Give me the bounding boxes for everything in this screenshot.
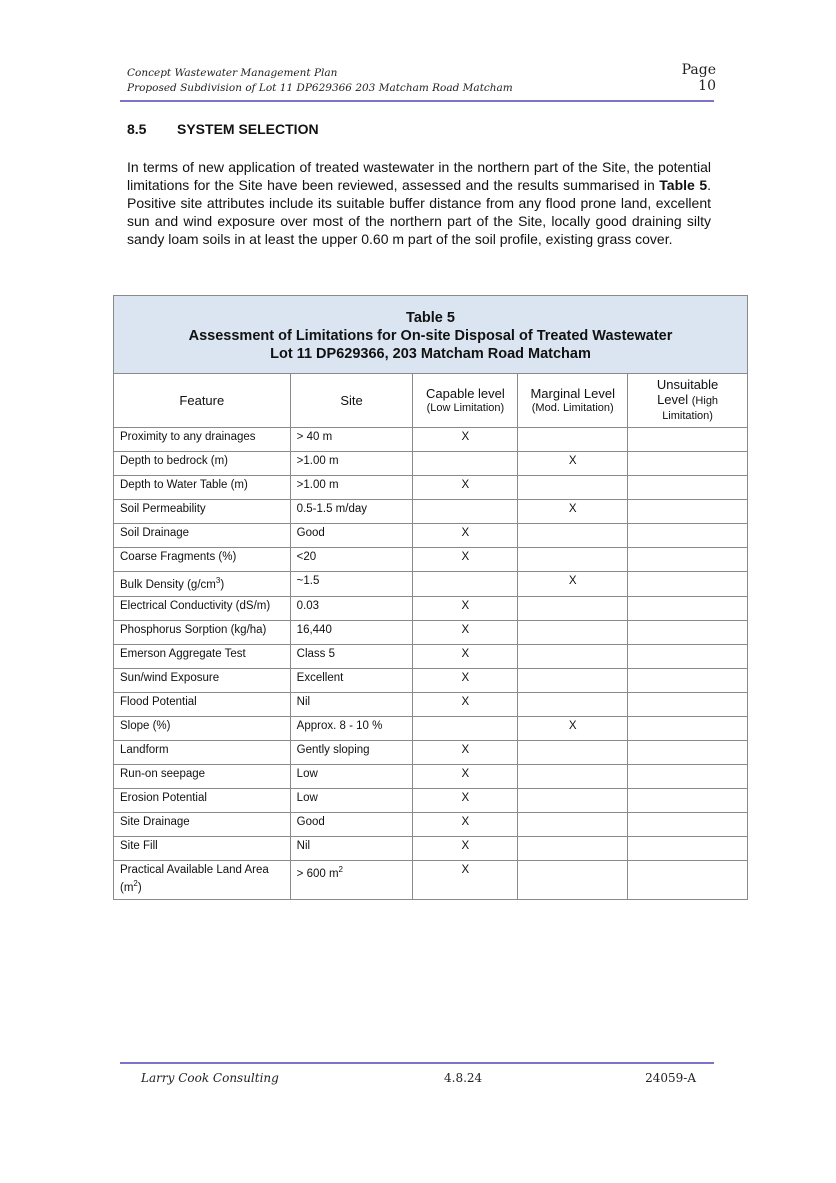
cell-capable: X — [413, 692, 518, 716]
section-title: SYSTEM SELECTION — [177, 121, 319, 137]
cell-unsuitable — [628, 668, 748, 692]
table-row — [114, 572, 748, 597]
cell-feature: Depth to bedrock (m) — [114, 452, 291, 476]
table-row — [114, 500, 748, 524]
cell-site — [290, 860, 413, 899]
cell-unsuitable — [628, 548, 748, 572]
cell-feature — [114, 860, 291, 899]
cell-site: Class 5 — [290, 644, 413, 668]
section-number: 8.5 — [127, 121, 147, 137]
cell-marginal — [518, 620, 628, 644]
cell-site: Low — [290, 764, 413, 788]
cell-feature: Site Fill — [114, 836, 291, 860]
cell-unsuitable — [628, 572, 748, 597]
table-row — [114, 620, 748, 644]
cell-site: Excellent — [290, 668, 413, 692]
page-number: Page 10 — [681, 62, 716, 94]
cell-site: Nil — [290, 692, 413, 716]
cell-marginal: X — [518, 500, 628, 524]
table-caption-line-1: Table 5 — [406, 310, 455, 326]
header-unsuitable-sub2: (High Limitation) — [662, 395, 719, 422]
cell-marginal — [518, 596, 628, 620]
cell-feature: Phosphorus Sorption (kg/ha) — [114, 620, 291, 644]
cell-site: 0.03 — [290, 596, 413, 620]
footer-rule — [120, 1062, 714, 1064]
table-header-row — [114, 374, 748, 428]
header-marginal-sub: (Mod. Limitation) — [531, 401, 614, 414]
cell-capable: X — [413, 644, 518, 668]
cell-site: 0.5-1.5 m/day — [290, 500, 413, 524]
cell-feature: Coarse Fragments (%) — [114, 548, 291, 572]
cell-unsuitable — [628, 620, 748, 644]
limitations-table — [113, 295, 748, 900]
table-row — [114, 668, 748, 692]
cell-site-text: > 600 m — [296, 867, 339, 880]
table-row — [114, 740, 748, 764]
paragraph-table-reference: Table 5 — [659, 177, 708, 193]
cell-marginal — [518, 836, 628, 860]
header-marginal — [518, 374, 628, 428]
cell-feature: Site Drainage — [114, 812, 291, 836]
cell-marginal — [518, 812, 628, 836]
cell-site: 16,440 — [290, 620, 413, 644]
cell-unsuitable — [628, 524, 748, 548]
cell-site: Gently sloping — [290, 740, 413, 764]
running-header — [127, 66, 513, 96]
cell-capable: X — [413, 812, 518, 836]
cell-feature-end: ) — [220, 578, 225, 591]
cell-feature: Proximity to any drainages — [114, 428, 291, 452]
cell-marginal — [518, 764, 628, 788]
cell-unsuitable — [628, 428, 748, 452]
cell-capable: X — [413, 548, 518, 572]
cell-feature: Depth to Water Table (m) — [114, 476, 291, 500]
cell-capable: X — [413, 764, 518, 788]
table-row — [114, 692, 748, 716]
cell-site: Nil — [290, 836, 413, 860]
cell-site: Good — [290, 524, 413, 548]
table-row — [114, 644, 748, 668]
footer-company: Larry Cook Consulting — [141, 1071, 279, 1085]
cell-unsuitable — [628, 644, 748, 668]
table-row — [114, 764, 748, 788]
table-caption-line-2: Assessment of Limitations for On-site Disposal of Treated Wastewater — [188, 328, 673, 344]
table-row — [114, 452, 748, 476]
cell-site: >1.00 m — [290, 452, 413, 476]
cell-capable: X — [413, 788, 518, 812]
header-capable — [413, 374, 518, 428]
header-line-1: Concept Wastewater Management Plan — [127, 67, 338, 79]
cell-unsuitable — [628, 596, 748, 620]
header-capable-sub: (Low Limitation) — [426, 401, 505, 414]
cell-site-superscript: 2 — [338, 864, 343, 874]
cell-feature: Electrical Conductivity (dS/m) — [114, 596, 291, 620]
cell-feature-text: Practical Available Land Area (m — [120, 863, 269, 894]
cell-marginal — [518, 860, 628, 899]
table-row — [114, 812, 748, 836]
section-heading — [127, 121, 319, 137]
cell-unsuitable — [628, 692, 748, 716]
paragraph-text-after: . Positive site attributes include its suitable buffer distance from any flood prone land, excellent sun and wind exposure over most of the northern part of the Site, locally good draining silty sandy loam soils in at least the upper 0.60 m part of the soil profile, existing grass cover. — [127, 177, 711, 247]
cell-capable: X — [413, 476, 518, 500]
cell-marginal — [518, 524, 628, 548]
cell-unsuitable — [628, 452, 748, 476]
cell-marginal — [518, 644, 628, 668]
cell-capable: X — [413, 668, 518, 692]
cell-marginal — [518, 692, 628, 716]
cell-unsuitable — [628, 764, 748, 788]
cell-marginal: X — [518, 572, 628, 597]
cell-feature: Landform — [114, 740, 291, 764]
cell-site: > 40 m — [290, 428, 413, 452]
cell-capable: X — [413, 620, 518, 644]
cell-marginal — [518, 788, 628, 812]
cell-marginal: X — [518, 452, 628, 476]
cell-marginal: X — [518, 716, 628, 740]
table-row — [114, 596, 748, 620]
table-row — [114, 476, 748, 500]
header-marginal-label: Marginal Level — [530, 385, 615, 401]
table-row — [114, 428, 748, 452]
cell-capable: X — [413, 428, 518, 452]
cell-marginal — [518, 740, 628, 764]
cell-unsuitable — [628, 740, 748, 764]
cell-capable: X — [413, 596, 518, 620]
table-caption — [114, 296, 748, 374]
table-row — [114, 788, 748, 812]
cell-unsuitable — [628, 716, 748, 740]
table-row — [114, 860, 748, 899]
footer-date: 4.8.24 — [444, 1071, 483, 1085]
cell-unsuitable — [628, 836, 748, 860]
cell-unsuitable — [628, 476, 748, 500]
cell-marginal — [518, 668, 628, 692]
cell-unsuitable — [628, 860, 748, 899]
cell-capable — [413, 716, 518, 740]
cell-feature-end: ) — [137, 881, 142, 894]
cell-capable — [413, 500, 518, 524]
cell-marginal — [518, 476, 628, 500]
paragraph-text-before: In terms of new application of treated wastewater in the northern part of the Site, the potential limitations for the Site have been reviewed, assessed and the results summarised in — [127, 159, 711, 193]
table-row — [114, 836, 748, 860]
table-row — [114, 548, 748, 572]
cell-marginal — [518, 428, 628, 452]
cell-marginal — [518, 548, 628, 572]
cell-site: Good — [290, 812, 413, 836]
cell-feature-superscript: 2 — [133, 878, 138, 888]
table-caption-line-3: Lot 11 DP629366, 203 Matcham Road Matcham — [270, 346, 591, 362]
table-row — [114, 716, 748, 740]
cell-unsuitable — [628, 500, 748, 524]
cell-capable: X — [413, 524, 518, 548]
header-site: Site — [290, 374, 413, 428]
cell-capable: X — [413, 836, 518, 860]
cell-feature: Soil Permeability — [114, 500, 291, 524]
cell-feature-text: Bulk Density (g/cm — [120, 578, 216, 591]
cell-site: Low — [290, 788, 413, 812]
intro-paragraph — [127, 158, 711, 248]
cell-feature: Soil Drainage — [114, 524, 291, 548]
cell-unsuitable — [628, 812, 748, 836]
cell-feature-superscript: 3 — [215, 576, 221, 585]
header-unsuitable-label: Unsuitable — [656, 377, 719, 392]
cell-site: >1.00 m — [290, 476, 413, 500]
cell-site: <20 — [290, 548, 413, 572]
cell-feature: Sun/wind Exposure — [114, 668, 291, 692]
cell-unsuitable — [628, 788, 748, 812]
header-feature: Feature — [114, 374, 291, 428]
cell-feature — [114, 572, 291, 597]
cell-feature: Flood Potential — [114, 692, 291, 716]
cell-capable — [413, 452, 518, 476]
header-rule — [120, 100, 714, 102]
cell-feature: Slope (%) — [114, 716, 291, 740]
table-row — [114, 524, 748, 548]
footer-reference: 24059-A — [645, 1071, 696, 1085]
cell-capable — [413, 572, 518, 597]
cell-feature: Run-on seepage — [114, 764, 291, 788]
cell-feature: Emerson Aggregate Test — [114, 644, 291, 668]
cell-capable: X — [413, 860, 518, 899]
header-unsuitable — [628, 374, 748, 428]
cell-capable: X — [413, 740, 518, 764]
cell-feature: Erosion Potential — [114, 788, 291, 812]
header-line-2: Proposed Subdivision of Lot 11 DP629366 203 Matcham Road Matcham — [127, 82, 513, 94]
header-unsuitable-sub1: Level — [657, 392, 692, 407]
header-capable-label: Capable level — [426, 385, 505, 401]
cell-site: Approx. 8 - 10 % — [290, 716, 413, 740]
cell-site: ~1.5 — [290, 572, 413, 597]
